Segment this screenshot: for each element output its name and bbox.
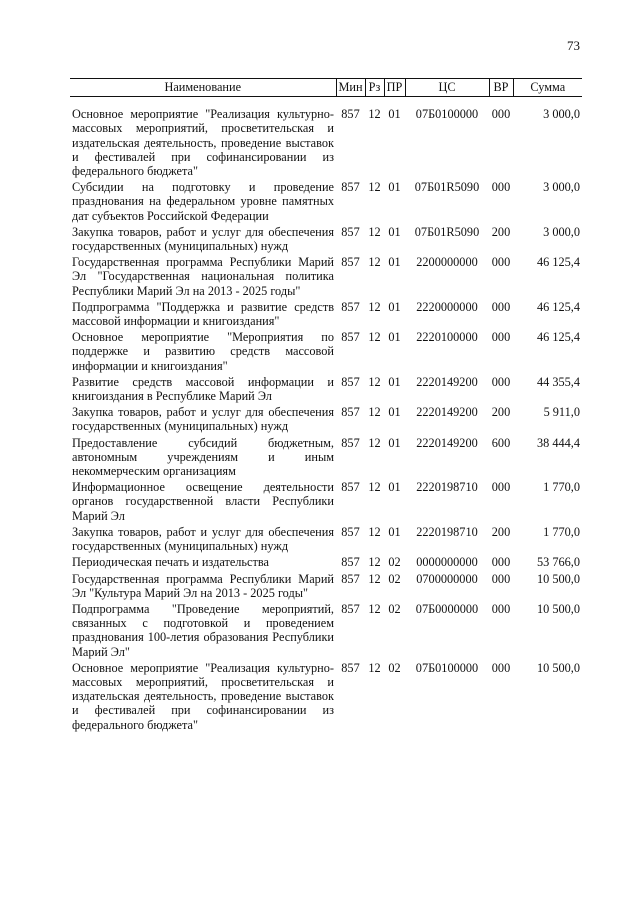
row-vr: 000 xyxy=(491,374,511,389)
row-vr: 000 xyxy=(491,330,511,345)
row-sum: 1 770,0 xyxy=(543,524,580,539)
row-min: 857 xyxy=(341,524,360,539)
table-row xyxy=(70,405,582,435)
table-row xyxy=(70,555,582,571)
row-cs: 2220000000 xyxy=(416,299,478,314)
row-name: Основное мероприятие "Реализация культурно-массовых мероприятий, просветительская и издательская деятельность, проведение выставок и фестивалей при софинансировании из федерального бюджета" xyxy=(72,107,334,179)
row-cs: 2220100000 xyxy=(416,330,478,345)
row-sum: 3 000,0 xyxy=(543,224,580,239)
row-rz: 12 xyxy=(368,660,381,675)
row-vr: 200 xyxy=(491,405,511,420)
header-rz: Рз xyxy=(365,79,384,97)
row-name: Закупка товаров, работ и услуг для обеспечения государственных (муниципальных) нужд xyxy=(72,405,334,434)
row-cs: 07Б01R5090 xyxy=(414,180,480,195)
row-cs: 2220149200 xyxy=(416,405,478,420)
row-vr: 600 xyxy=(491,435,511,450)
row-rz: 12 xyxy=(368,601,381,616)
row-name: Развитие средств массовой информации и книгоиздания в Республике Марий Эл xyxy=(72,374,334,404)
row-cs: 0700000000 xyxy=(416,571,478,586)
row-min: 857 xyxy=(341,224,360,239)
row-sum: 10 500,0 xyxy=(536,660,580,675)
row-pr: 01 xyxy=(388,299,401,314)
row-vr: 000 xyxy=(491,555,511,570)
table-row xyxy=(70,480,582,525)
header-sum: Сумма xyxy=(513,79,582,97)
table-row xyxy=(70,180,582,225)
row-pr: 01 xyxy=(388,524,401,539)
row-name: Субсидии на подготовку и проведение празднования на федеральном уровне памятных дат субъектов Российской Федерации xyxy=(72,180,334,223)
row-name: Государственная программа Республики Марий Эл "Культура Марий Эл на 2013 - 2025 годы" xyxy=(72,571,334,600)
row-name: Информационное освещение деятельности органов государственной власти Республики Марий Эл xyxy=(72,480,334,523)
row-cs: 0000000000 xyxy=(416,555,478,570)
row-sum: 46 125,4 xyxy=(536,330,580,345)
row-sum: 46 125,4 xyxy=(536,255,580,270)
row-vr: 000 xyxy=(491,601,511,616)
row-pr: 01 xyxy=(388,107,401,122)
row-min: 857 xyxy=(341,255,360,270)
row-pr: 01 xyxy=(388,224,401,239)
row-cs: 2220198710 xyxy=(416,480,478,495)
table-row xyxy=(70,300,582,330)
table-row xyxy=(70,572,582,602)
table-row xyxy=(70,375,582,405)
header-vr: ВР xyxy=(489,79,513,97)
row-sum: 10 500,0 xyxy=(536,571,580,586)
row-min: 857 xyxy=(341,435,360,450)
page-number: 73 xyxy=(567,38,580,53)
row-name: Основное мероприятие "Реализация культурно-массовых мероприятий, просветительская и издательская деятельность, проведение выставок и фестивалей при софинансировании из федерального бюджета" xyxy=(72,660,334,732)
row-cs: 2220149200 xyxy=(416,374,478,389)
header-cs: ЦС xyxy=(405,79,489,97)
row-vr: 000 xyxy=(491,255,511,270)
row-min: 857 xyxy=(341,180,360,195)
row-sum: 1 770,0 xyxy=(543,480,580,495)
row-pr: 01 xyxy=(388,374,401,389)
row-name: Предоставление субсидий бюджетным, автономным учреждениям и иным некоммерческим организациям xyxy=(72,435,334,479)
row-rz: 12 xyxy=(368,435,381,450)
row-name: Подпрограмма "Проведение мероприятий, связанных с подготовкой и проведением празднования 100-летия образования Республики Марий Эл" xyxy=(72,601,334,659)
table-header xyxy=(70,79,582,97)
row-pr: 01 xyxy=(388,480,401,495)
row-rz: 12 xyxy=(368,480,381,495)
row-cs: 07Б0100000 xyxy=(415,107,479,122)
row-sum: 53 766,0 xyxy=(536,555,580,570)
table-row xyxy=(70,255,582,300)
row-vr: 000 xyxy=(491,660,511,675)
row-rz: 12 xyxy=(368,571,381,586)
header-min: Мин xyxy=(336,79,365,97)
row-min: 857 xyxy=(341,405,360,420)
row-vr: 000 xyxy=(491,180,511,195)
row-min: 857 xyxy=(341,571,360,586)
row-rz: 12 xyxy=(368,224,381,239)
table-row xyxy=(70,602,582,661)
table-row xyxy=(70,225,582,255)
row-rz: 12 xyxy=(368,255,381,270)
row-sum: 5 911,0 xyxy=(543,405,580,420)
row-pr: 01 xyxy=(388,405,401,420)
row-rz: 12 xyxy=(368,330,381,345)
row-min: 857 xyxy=(341,480,360,495)
row-min: 857 xyxy=(341,374,360,389)
row-sum: 44 355,4 xyxy=(536,374,580,389)
table-row xyxy=(70,436,582,481)
row-name: Подпрограмма "Поддержка и развитие средств массовой информации и книгоиздания" xyxy=(72,299,334,329)
budget-table xyxy=(70,78,582,734)
row-min: 857 xyxy=(341,107,360,122)
row-pr: 01 xyxy=(388,330,401,345)
row-sum: 3 000,0 xyxy=(543,180,580,195)
row-cs: 2220149200 xyxy=(416,435,478,450)
row-rz: 12 xyxy=(368,555,381,570)
row-rz: 12 xyxy=(368,299,381,314)
row-pr: 02 xyxy=(388,660,401,675)
row-pr: 02 xyxy=(388,571,401,586)
row-sum: 10 500,0 xyxy=(536,601,580,616)
row-pr: 02 xyxy=(388,601,401,616)
row-pr: 01 xyxy=(388,180,401,195)
row-vr: 000 xyxy=(491,107,511,122)
row-min: 857 xyxy=(341,660,360,675)
row-cs: 2220198710 xyxy=(416,524,478,539)
header-pr: ПР xyxy=(384,79,405,97)
row-rz: 12 xyxy=(368,107,381,122)
table-row xyxy=(70,661,582,734)
row-name: Основное мероприятие "Мероприятия по поддержке и развитию средств массовой информации и книгоиздания" xyxy=(72,330,334,373)
row-cs: 07Б0000000 xyxy=(415,601,479,616)
row-rz: 12 xyxy=(368,180,381,195)
row-vr: 000 xyxy=(491,480,511,495)
row-name: Государственная программа Республики Марий Эл "Государственная национальная политика Республики Марий Эл на 2013 - 2025 годы" xyxy=(72,255,334,298)
row-rz: 12 xyxy=(368,405,381,420)
row-vr: 000 xyxy=(491,571,511,586)
row-pr: 01 xyxy=(388,255,401,270)
row-name: Закупка товаров, работ и услуг для обеспечения государственных (муниципальных) нужд xyxy=(72,224,334,254)
row-min: 857 xyxy=(341,330,360,345)
row-min: 857 xyxy=(341,601,360,616)
row-sum: 38 444,4 xyxy=(536,435,580,450)
row-vr: 000 xyxy=(491,299,511,314)
row-vr: 200 xyxy=(491,524,511,539)
row-min: 857 xyxy=(341,299,360,314)
table-row xyxy=(70,97,582,181)
row-cs: 2200000000 xyxy=(416,255,478,270)
row-rz: 12 xyxy=(368,524,381,539)
row-sum: 3 000,0 xyxy=(543,107,580,122)
row-min: 857 xyxy=(341,555,360,570)
row-vr: 200 xyxy=(491,224,511,239)
header-name: Наименование xyxy=(70,79,336,97)
row-pr: 01 xyxy=(388,435,401,450)
table-row xyxy=(70,330,582,375)
row-cs: 07Б0100000 xyxy=(415,660,479,675)
row-cs: 07Б01R5090 xyxy=(414,224,480,239)
row-sum: 46 125,4 xyxy=(536,299,580,314)
row-name: Периодическая печать и издательства xyxy=(72,555,269,570)
row-pr: 02 xyxy=(388,555,401,570)
row-rz: 12 xyxy=(368,374,381,389)
row-name: Закупка товаров, работ и услуг для обеспечения государственных (муниципальных) нужд xyxy=(72,524,334,554)
table-row xyxy=(70,525,582,555)
